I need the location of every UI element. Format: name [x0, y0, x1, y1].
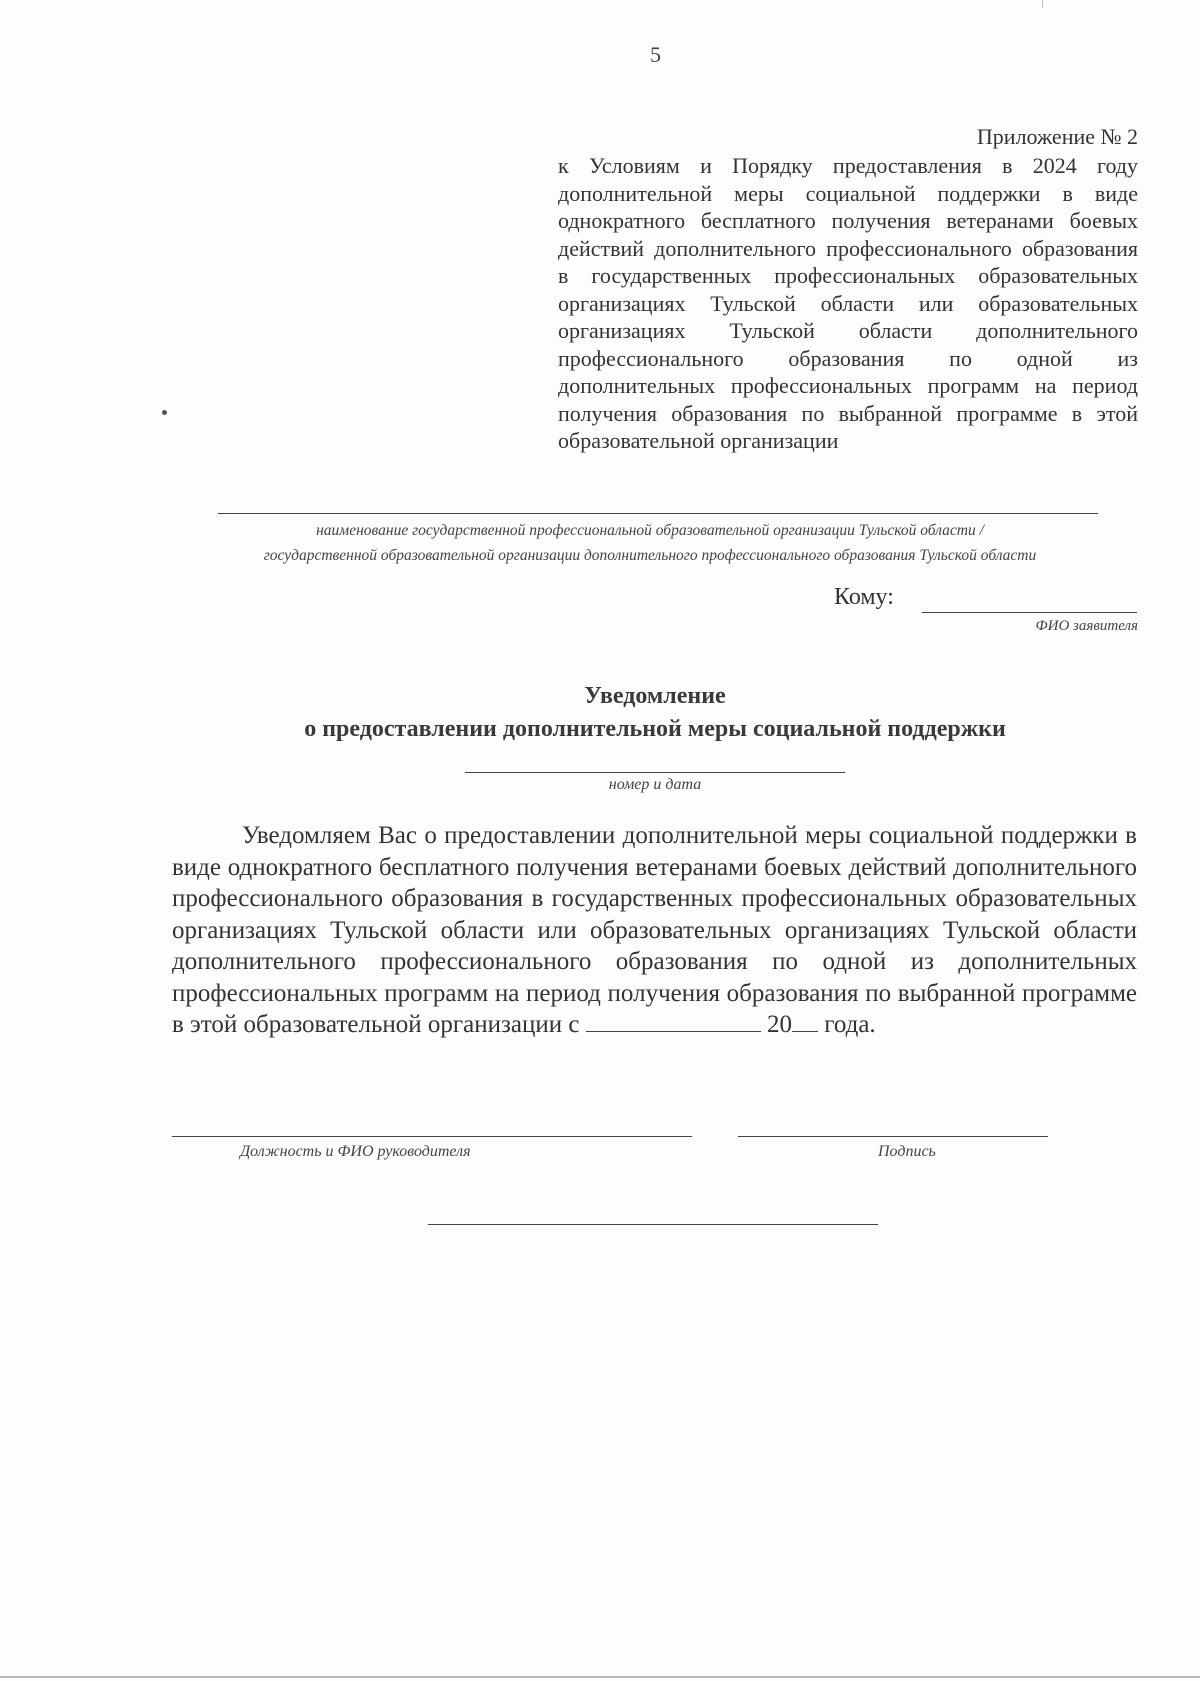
appendix-text: к Условиям и Порядку предоставления в 2024 году дополнительной меры социальной поддержки в виде однократного бесплатного получения ветеранами боевых действий дополнительного профессионального образования в государственных профессиональных образовательных организациях Тульской области или образовательных организациях Тульской области дополнительного профессионального образования по одной из дополнительных профессиональных программ на период получения образования по выбранной программе в этой образовательной организации — [558, 153, 1138, 453]
notice-body-text: Уведомляем Вас о предоставлении дополнительной меры социальной поддержки в виде однократного бесплатного получения ветеранами боевых действий дополнительного профессионального образования в государственных профессиональных образовательных организациях Тульской области или образовательных организациях Тульской области дополнительного профессионального образования по одной из дополнительных профессиональных программ на период получения образования по выбранной программе в этой образовательной организации с — [172, 822, 1137, 1038]
organization-caption — [140, 518, 1160, 568]
end-of-document-line — [428, 1224, 878, 1225]
scan-dot — [162, 410, 167, 415]
recipient-label: Кому: — [834, 584, 894, 610]
year-suffix: года. — [824, 1011, 876, 1038]
notice-heading — [0, 680, 1200, 746]
number-date-line — [465, 772, 845, 773]
number-date-caption: номер и дата — [608, 776, 702, 793]
year-blank — [792, 1009, 818, 1032]
position-name-caption: Должность и ФИО руководителя — [240, 1143, 471, 1160]
page-bottom-edge — [0, 1676, 1200, 1678]
organization-caption-line-2: государственной образовательной организации дополнительного профессионального образования Тульской области — [263, 547, 1037, 564]
signature-line — [738, 1136, 1048, 1137]
notice-body — [172, 820, 1137, 1041]
corner-mark — [1042, 0, 1043, 8]
year-prefix: 20 — [766, 1011, 792, 1038]
recipient-caption: ФИО заявителя — [1035, 618, 1138, 634]
page-number: 5 — [650, 42, 661, 67]
recipient-line — [922, 612, 1137, 613]
signature-caption: Подпись — [878, 1143, 936, 1160]
notice-subtitle: о предоставлении дополнительной меры социальной поддержки — [304, 716, 1006, 742]
organization-name-line — [218, 513, 1098, 514]
date-blank — [586, 1009, 761, 1032]
notice-title: Уведомление — [584, 683, 726, 709]
organization-caption-line-1: наименование государственной профессиональной образовательной организации Тульской области / — [316, 522, 984, 539]
appendix-title: Приложение № 2 — [976, 124, 1138, 149]
position-name-line — [172, 1136, 692, 1137]
